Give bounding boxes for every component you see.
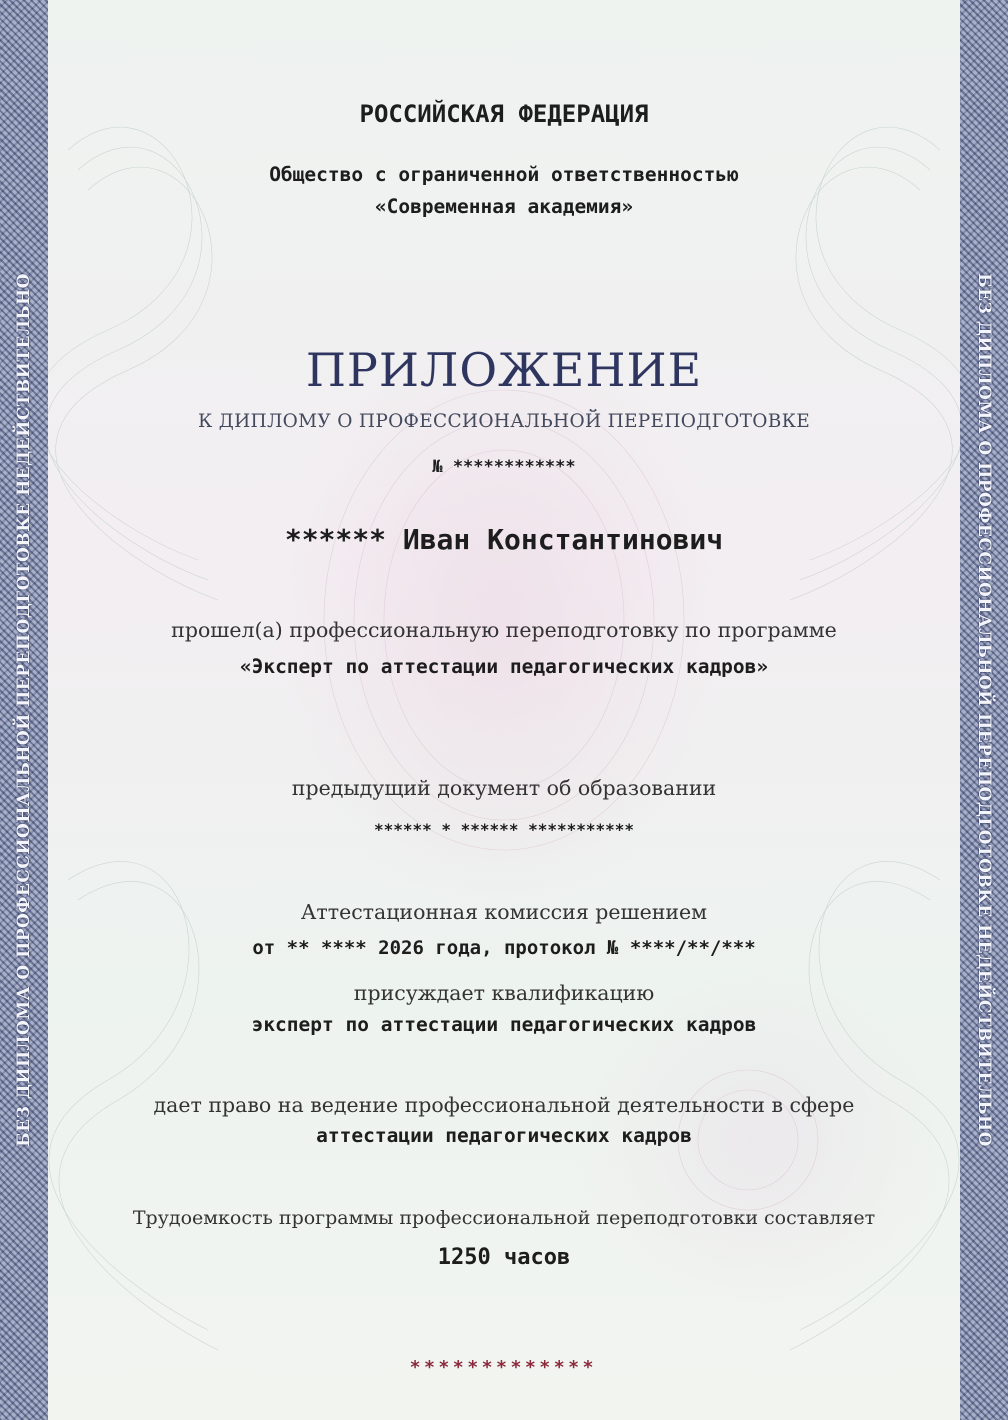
left-border-caption: БЕЗ ДИПЛОМА О ПРОФЕССИОНАЛЬНОЙ ПЕРЕПОДГОТОВКЕ НЕДЕЙСТВИТЕЛЬНО <box>14 273 34 1147</box>
organization-name: «Современная академия» <box>374 195 634 218</box>
recipient-name: ****** Иван Константинович <box>284 523 724 556</box>
workload-hours: 1250 часов <box>437 1245 571 1270</box>
rights-sphere: аттестации педагогических кадров <box>316 1124 692 1147</box>
document-title: ПРИЛОЖЕНИЕ <box>305 343 703 397</box>
organization-form: Общество с ограниченной ответственностью <box>269 163 739 186</box>
document-number: № ************ <box>432 457 576 477</box>
commission-label: Аттестационная комиссия решением <box>300 900 708 924</box>
document-subtitle: К ДИПЛОМУ О ПРОФЕССИОНАЛЬНОЙ ПЕРЕПОДГОТОВКЕ <box>197 411 811 432</box>
commission-decision: от ** **** 2026 года, протокол № ****/**/*** <box>252 937 756 959</box>
country-heading: РОССИЙСКАЯ ФЕДЕРАЦИЯ <box>359 100 649 128</box>
previous-document-value: ****** * ****** *********** <box>373 820 635 839</box>
right-border-caption: БЕЗ ДИПЛОМА О ПРОФЕССИОНАЛЬНОЙ ПЕРЕПОДГОТОВКЕ НЕДЕЙСТВИТЕЛЬНО <box>974 273 994 1147</box>
program-name: «Эксперт по аттестации педагогических кадров» <box>239 655 769 678</box>
footer-serial-stars: ************* <box>410 1357 598 1378</box>
rights-label: дает право на ведение профессиональной деятельности в сфере <box>153 1093 855 1117</box>
qualification-name: эксперт по аттестации педагогических кадров <box>251 1013 757 1036</box>
workload-label: Трудоемкость программы профессиональной переподготовки составляет <box>132 1207 876 1229</box>
program-intro-text: прошел(а) профессиональную переподготовку по программе <box>171 618 837 642</box>
previous-document-label: предыдущий документ об образовании <box>291 776 717 800</box>
awards-qualification-label: присуждает квалификацию <box>353 981 655 1005</box>
